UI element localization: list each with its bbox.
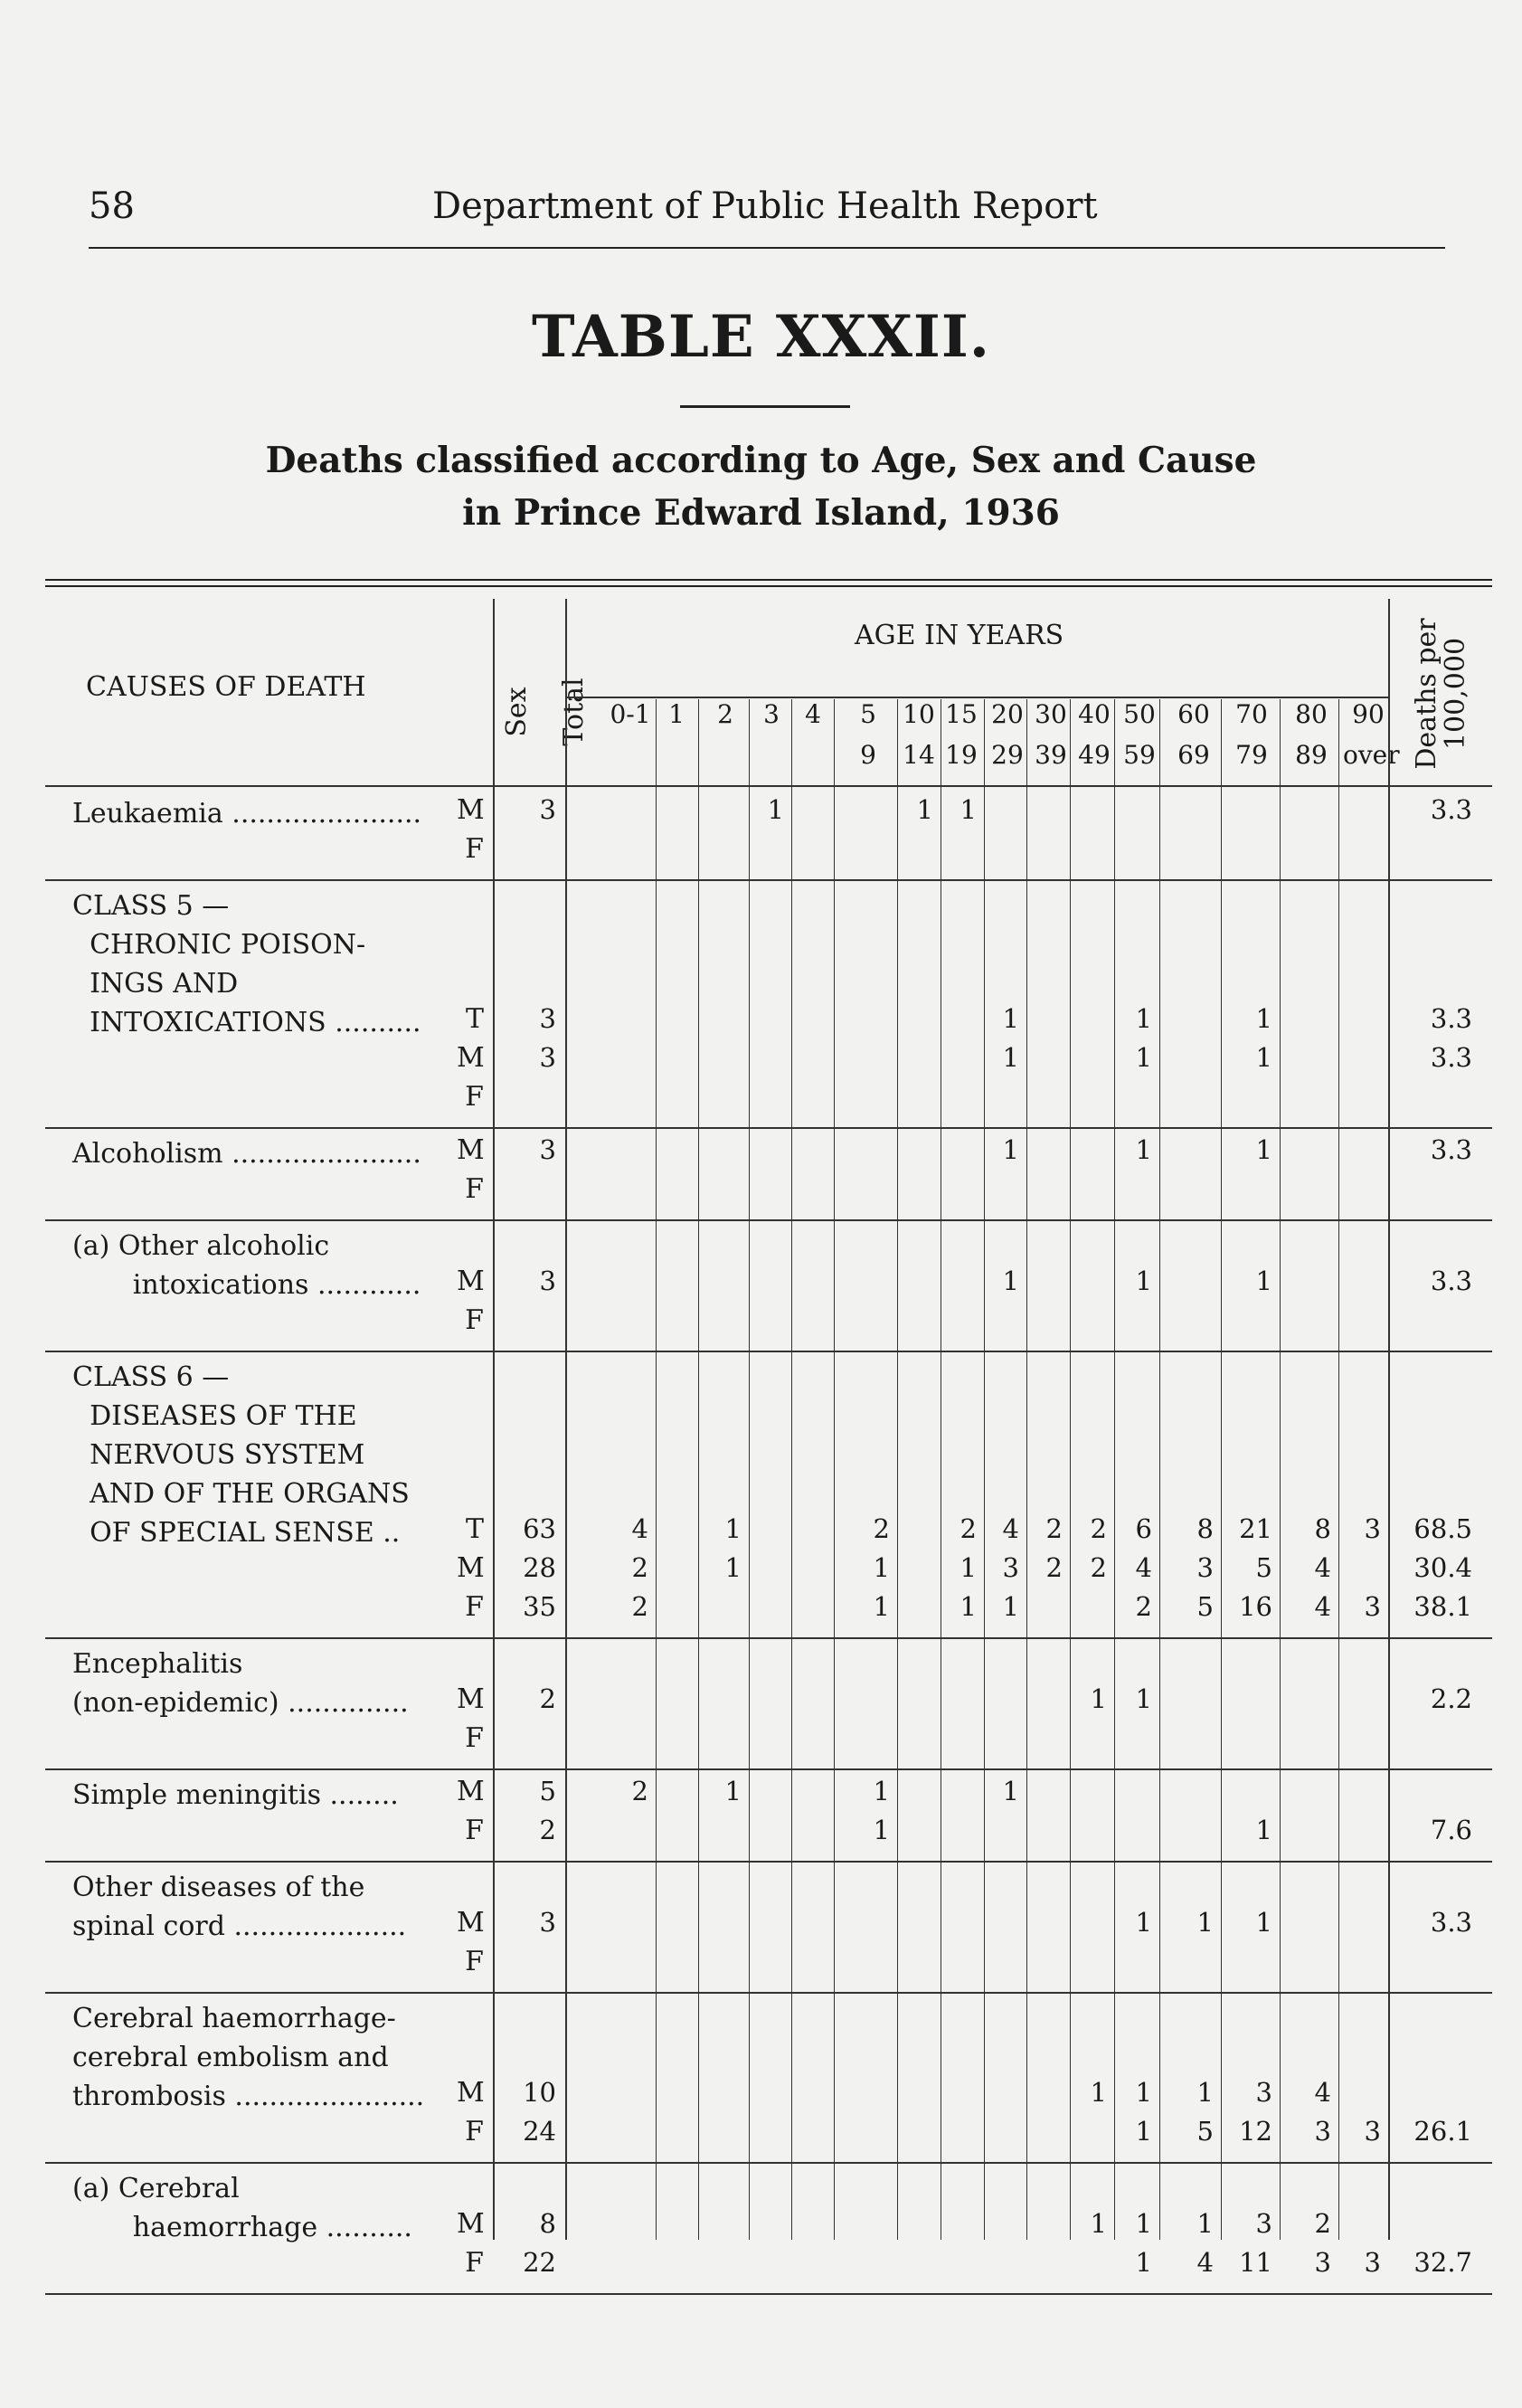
- age-value-cell: 21: [1239, 1513, 1272, 1544]
- age-value-cell: 3: [1002, 1552, 1019, 1583]
- sex-cell: M: [457, 1552, 485, 1584]
- rate-cell: 3.3: [1430, 1003, 1472, 1034]
- age-value-cell: 3: [1364, 1513, 1381, 1544]
- age-column-divider: [1070, 699, 1071, 2240]
- age-value-cell: 1: [1090, 2077, 1107, 2108]
- age-value-cell: 2: [631, 1776, 648, 1806]
- age-column-header: 4: [805, 699, 821, 729]
- age-value-cell: 1: [960, 1552, 977, 1583]
- age-value-cell: 3: [1255, 2208, 1272, 2239]
- age-column-divider: [1026, 699, 1027, 2240]
- age-value-cell: 1: [1255, 1003, 1272, 1034]
- header-bottom-rule: [45, 785, 1492, 787]
- table-subtitle: [0, 434, 1522, 539]
- age-value-cell: 1: [873, 1591, 890, 1622]
- age-value-cell: 3: [1364, 2247, 1381, 2278]
- age-value-cell: 1: [1135, 1134, 1152, 1165]
- age-value-cell: 8: [1196, 1513, 1214, 1544]
- cause-label: AND OF THE ORGANS: [72, 1478, 410, 1510]
- age-value-cell: 1: [960, 794, 977, 825]
- age-column-header: 30: [1035, 699, 1067, 729]
- total-cell: 63: [523, 1513, 556, 1544]
- sex-cell: M: [457, 1042, 485, 1074]
- sex-cell: M: [457, 1907, 485, 1939]
- cause-label: (a) Other alcoholic: [72, 1230, 330, 1262]
- age-value-cell: 2: [631, 1552, 648, 1583]
- sex-cell: M: [457, 1776, 485, 1807]
- age-value-cell: 1: [916, 794, 933, 825]
- age-value-cell: 12: [1239, 2116, 1272, 2147]
- age-value-cell: 4: [1314, 1591, 1331, 1622]
- sex-cell: F: [465, 2247, 484, 2279]
- rate-cell: 32.7: [1413, 2247, 1472, 2278]
- sex-cell: M: [457, 2208, 485, 2240]
- age-column-divider: [1114, 699, 1115, 2240]
- age-value-cell: 1: [960, 1591, 977, 1622]
- age-column-divider: [897, 699, 898, 2240]
- age-column-divider: [749, 699, 750, 2240]
- rate-cell: 38.1: [1413, 1591, 1472, 1622]
- sex-cell: F: [465, 1722, 484, 1754]
- cause-label: CLASS 5 —: [72, 890, 230, 922]
- age-column-header-end: 49: [1078, 740, 1111, 770]
- age-value-cell: 1: [1135, 1683, 1152, 1714]
- total-cell: 3: [539, 1042, 556, 1073]
- age-column-header: 10: [903, 699, 935, 729]
- age-column-header: 70: [1235, 699, 1268, 729]
- total-cell: 28: [523, 1552, 556, 1583]
- sex-cell: F: [465, 2116, 484, 2147]
- group-separator: [45, 1768, 1492, 1770]
- table-title: TABLE XXXII.: [531, 303, 991, 371]
- age-value-cell: 1: [1196, 2208, 1214, 2239]
- page-number: 58: [89, 185, 135, 227]
- age-value-cell: 1: [724, 1513, 742, 1544]
- age-column-header: 5: [860, 699, 876, 729]
- age-value-cell: 1: [1196, 1907, 1214, 1938]
- group-separator: [45, 2293, 1492, 2295]
- age-column-header-end: 9: [860, 740, 876, 770]
- cause-label: spinal cord ....................: [72, 1910, 407, 1942]
- rate-header-line1: Deaths per: [1411, 618, 1442, 770]
- sex-cell: F: [465, 1173, 484, 1205]
- age-value-cell: 1: [1135, 2116, 1152, 2147]
- age-value-cell: 1: [1255, 1042, 1272, 1073]
- age-value-cell: 1: [1135, 1042, 1152, 1073]
- age-value-cell: 1: [1255, 1134, 1272, 1165]
- rate-cell: 68.5: [1413, 1513, 1472, 1544]
- cause-label: Encephalitis: [72, 1648, 243, 1680]
- age-value-cell: 1: [1135, 1907, 1152, 1938]
- age-value-cell: 16: [1239, 1591, 1272, 1622]
- age-value-cell: 1: [724, 1552, 742, 1583]
- age-value-cell: 1: [873, 1776, 890, 1806]
- age-column-header: 60: [1177, 699, 1210, 729]
- age-value-cell: 1: [1135, 2208, 1152, 2239]
- total-cell: 8: [539, 2208, 556, 2239]
- header-rule: [89, 247, 1445, 249]
- total-cell: 3: [539, 794, 556, 825]
- age-column-divider: [1221, 699, 1222, 2240]
- table-top-rule: [45, 579, 1492, 581]
- group-separator: [45, 1861, 1492, 1863]
- total-cell: 3: [539, 1266, 556, 1296]
- age-column-header: 20: [991, 699, 1024, 729]
- mortality-table: [45, 579, 1492, 2279]
- total-cell: 24: [523, 2116, 556, 2147]
- age-value-cell: 1: [873, 1552, 890, 1583]
- cause-label: INTOXICATIONS ..........: [72, 1007, 421, 1038]
- age-value-cell: 2: [1314, 2208, 1331, 2239]
- group-separator: [45, 1637, 1492, 1639]
- cause-label: Alcoholism ......................: [72, 1138, 421, 1170]
- rate-cell: 7.6: [1430, 1815, 1472, 1845]
- page-header: [89, 185, 1445, 249]
- sex-cell: M: [457, 794, 485, 826]
- age-column-header-end: 19: [945, 740, 978, 770]
- cause-label: Other diseases of the: [72, 1872, 365, 1903]
- cause-label: (a) Cerebral: [72, 2173, 240, 2204]
- group-separator: [45, 1127, 1492, 1129]
- cause-label: Simple meningitis ........: [72, 1779, 399, 1811]
- cause-label: Leukaemia ......................: [72, 798, 422, 830]
- total-header: Total: [558, 678, 590, 746]
- running-head: Department of Public Health Report: [432, 185, 1098, 227]
- age-value-cell: 1: [1135, 1003, 1152, 1034]
- age-column-divider: [656, 699, 657, 2240]
- age-column-header: 80: [1295, 699, 1328, 729]
- age-value-cell: 2: [1090, 1513, 1107, 1544]
- age-value-cell: 3: [1196, 1552, 1214, 1583]
- cause-label: INGS AND: [72, 968, 239, 1000]
- age-value-cell: 5: [1255, 1552, 1272, 1583]
- group-separator: [45, 2162, 1492, 2164]
- title-rule: [680, 405, 850, 408]
- total-cell: 2: [539, 1815, 556, 1845]
- age-column-header-end: over: [1343, 740, 1400, 770]
- sex-cell: T: [465, 1513, 484, 1545]
- age-value-cell: 1: [767, 794, 784, 825]
- age-column-header-end: 39: [1035, 740, 1067, 770]
- age-value-cell: 2: [631, 1591, 648, 1622]
- total-cell: 35: [523, 1591, 556, 1622]
- age-column-header-end: 29: [991, 740, 1024, 770]
- subtitle-line-1: Deaths classified according to Age, Sex and Cause: [265, 440, 1257, 481]
- age-group-header: AGE IN YEARS: [855, 620, 1064, 651]
- subtitle-line-2: in Prince Edward Island, 1936: [462, 492, 1060, 534]
- age-column-divider: [1280, 699, 1281, 2240]
- total-cell: 3: [539, 1907, 556, 1938]
- age-value-cell: 2: [1135, 1591, 1152, 1622]
- age-column-header: 50: [1123, 699, 1156, 729]
- cause-label: CHRONIC POISON-: [72, 929, 366, 961]
- sex-cell: M: [457, 1134, 485, 1166]
- sex-cell: F: [465, 1304, 484, 1336]
- rate-header-line2: 100,000: [1440, 637, 1471, 751]
- rate-cell: 3.3: [1430, 1907, 1472, 1938]
- age-column-header: 40: [1078, 699, 1111, 729]
- cause-label: intoxications ............: [72, 1269, 421, 1301]
- age-value-cell: 4: [1002, 1513, 1019, 1544]
- age-value-cell: 1: [1002, 1591, 1019, 1622]
- age-column-header: 0-1: [610, 699, 651, 729]
- age-value-cell: 4: [1196, 2247, 1214, 2278]
- group-separator: [45, 879, 1492, 881]
- sex-cell: M: [457, 1683, 485, 1715]
- age-value-cell: 3: [1364, 1591, 1381, 1622]
- rate-cell: 26.1: [1413, 2116, 1472, 2147]
- age-column-header-end: 59: [1123, 740, 1156, 770]
- age-value-cell: 1: [873, 1815, 890, 1845]
- age-value-cell: 2: [960, 1513, 977, 1544]
- total-cell: 10: [523, 2077, 556, 2108]
- total-cell: 3: [539, 1134, 556, 1165]
- age-column-header-end: 79: [1235, 740, 1268, 770]
- cause-label: cerebral embolism and: [72, 2042, 389, 2073]
- age-column-divider: [698, 699, 699, 2240]
- total-cell: 2: [539, 1683, 556, 1714]
- age-header-underline: [565, 697, 1388, 698]
- sex-cell: F: [465, 1591, 484, 1623]
- age-column-divider: [984, 699, 985, 2240]
- age-value-cell: 1: [1255, 1907, 1272, 1938]
- age-value-cell: 4: [1314, 2077, 1331, 2108]
- age-column-divider: [1159, 699, 1160, 2240]
- sex-cell: F: [465, 1946, 484, 1977]
- rate-cell: 3.3: [1430, 794, 1472, 825]
- rate-cell: 30.4: [1413, 1552, 1472, 1583]
- rate-cell: 3.3: [1430, 1266, 1472, 1296]
- age-value-cell: 1: [1135, 2077, 1152, 2108]
- age-value-cell: 1: [1002, 1042, 1019, 1073]
- age-value-cell: 1: [1255, 1266, 1272, 1296]
- causes-header: CAUSES OF DEATH: [86, 671, 366, 703]
- age-value-cell: 4: [1314, 1552, 1331, 1583]
- age-value-cell: 4: [631, 1513, 648, 1544]
- age-column-header: 2: [717, 699, 733, 729]
- age-value-cell: 1: [1002, 1266, 1019, 1296]
- age-value-cell: 6: [1135, 1513, 1152, 1544]
- age-column-header-end: 69: [1177, 740, 1210, 770]
- age-value-cell: 1: [1135, 1266, 1152, 1296]
- cause-label: NERVOUS SYSTEM: [72, 1439, 365, 1471]
- sex-cell: F: [465, 1815, 484, 1846]
- age-column-divider: [834, 699, 835, 2240]
- total-cell: 22: [523, 2247, 556, 2278]
- age-value-cell: 1: [724, 1776, 742, 1806]
- sex-cell: M: [457, 1266, 485, 1297]
- age-column-divider: [1338, 699, 1339, 2240]
- age-column-header: 1: [668, 699, 685, 729]
- age-value-cell: 2: [1045, 1552, 1063, 1583]
- age-value-cell: 2: [873, 1513, 890, 1544]
- cause-label: thrombosis ......................: [72, 2081, 425, 2112]
- sex-header: Sex: [501, 687, 533, 737]
- age-value-cell: 1: [1002, 1134, 1019, 1165]
- cause-label: haemorrhage ..........: [72, 2212, 412, 2243]
- age-value-cell: 1: [1002, 1776, 1019, 1806]
- age-value-cell: 3: [1314, 2247, 1331, 2278]
- rate-cell: 3.3: [1430, 1134, 1472, 1165]
- age-value-cell: 1: [1135, 2247, 1152, 2278]
- rate-cell: 3.3: [1430, 1042, 1472, 1073]
- age-value-cell: 1: [1255, 1815, 1272, 1845]
- sex-cell: T: [465, 1003, 484, 1035]
- age-value-cell: 5: [1196, 2116, 1214, 2147]
- group-separator: [45, 1992, 1492, 1994]
- age-value-cell: 1: [1090, 2208, 1107, 2239]
- age-value-cell: 11: [1239, 2247, 1272, 2278]
- age-value-cell: 5: [1196, 1591, 1214, 1622]
- age-value-cell: 3: [1314, 2116, 1331, 2147]
- age-column-header: 3: [763, 699, 780, 729]
- group-separator: [45, 1219, 1492, 1221]
- sex-cell: F: [465, 833, 484, 865]
- cause-label: DISEASES OF THE: [72, 1400, 357, 1432]
- age-value-cell: 1: [1002, 1003, 1019, 1034]
- age-value-cell: 2: [1090, 1552, 1107, 1583]
- age-column-header: 90: [1352, 699, 1385, 729]
- total-cell: 5: [539, 1776, 556, 1806]
- table-top-rule-inner: [45, 585, 1492, 587]
- age-value-cell: 3: [1364, 2116, 1381, 2147]
- age-value-cell: 1: [1090, 1683, 1107, 1714]
- age-value-cell: 3: [1255, 2077, 1272, 2108]
- age-column-divider: [791, 699, 792, 2240]
- total-cell: 3: [539, 1003, 556, 1034]
- age-value-cell: 1: [1196, 2077, 1214, 2108]
- rate-cell: 2.2: [1430, 1683, 1472, 1714]
- cause-label: OF SPECIAL SENSE ..: [72, 1517, 401, 1549]
- age-column-header: 15: [945, 699, 978, 729]
- age-value-cell: 4: [1135, 1552, 1152, 1583]
- cause-label: Cerebral haemorrhage-: [72, 2003, 396, 2034]
- sex-cell: M: [457, 2077, 485, 2109]
- age-value-cell: 2: [1045, 1513, 1063, 1544]
- cause-label: CLASS 6 —: [72, 1361, 230, 1393]
- age-column-header-end: 14: [903, 740, 935, 770]
- cause-label: (non-epidemic) ..............: [72, 1687, 409, 1719]
- sex-cell: F: [465, 1081, 484, 1113]
- group-separator: [45, 1351, 1492, 1352]
- age-column-header-end: 89: [1295, 740, 1328, 770]
- age-value-cell: 8: [1314, 1513, 1331, 1544]
